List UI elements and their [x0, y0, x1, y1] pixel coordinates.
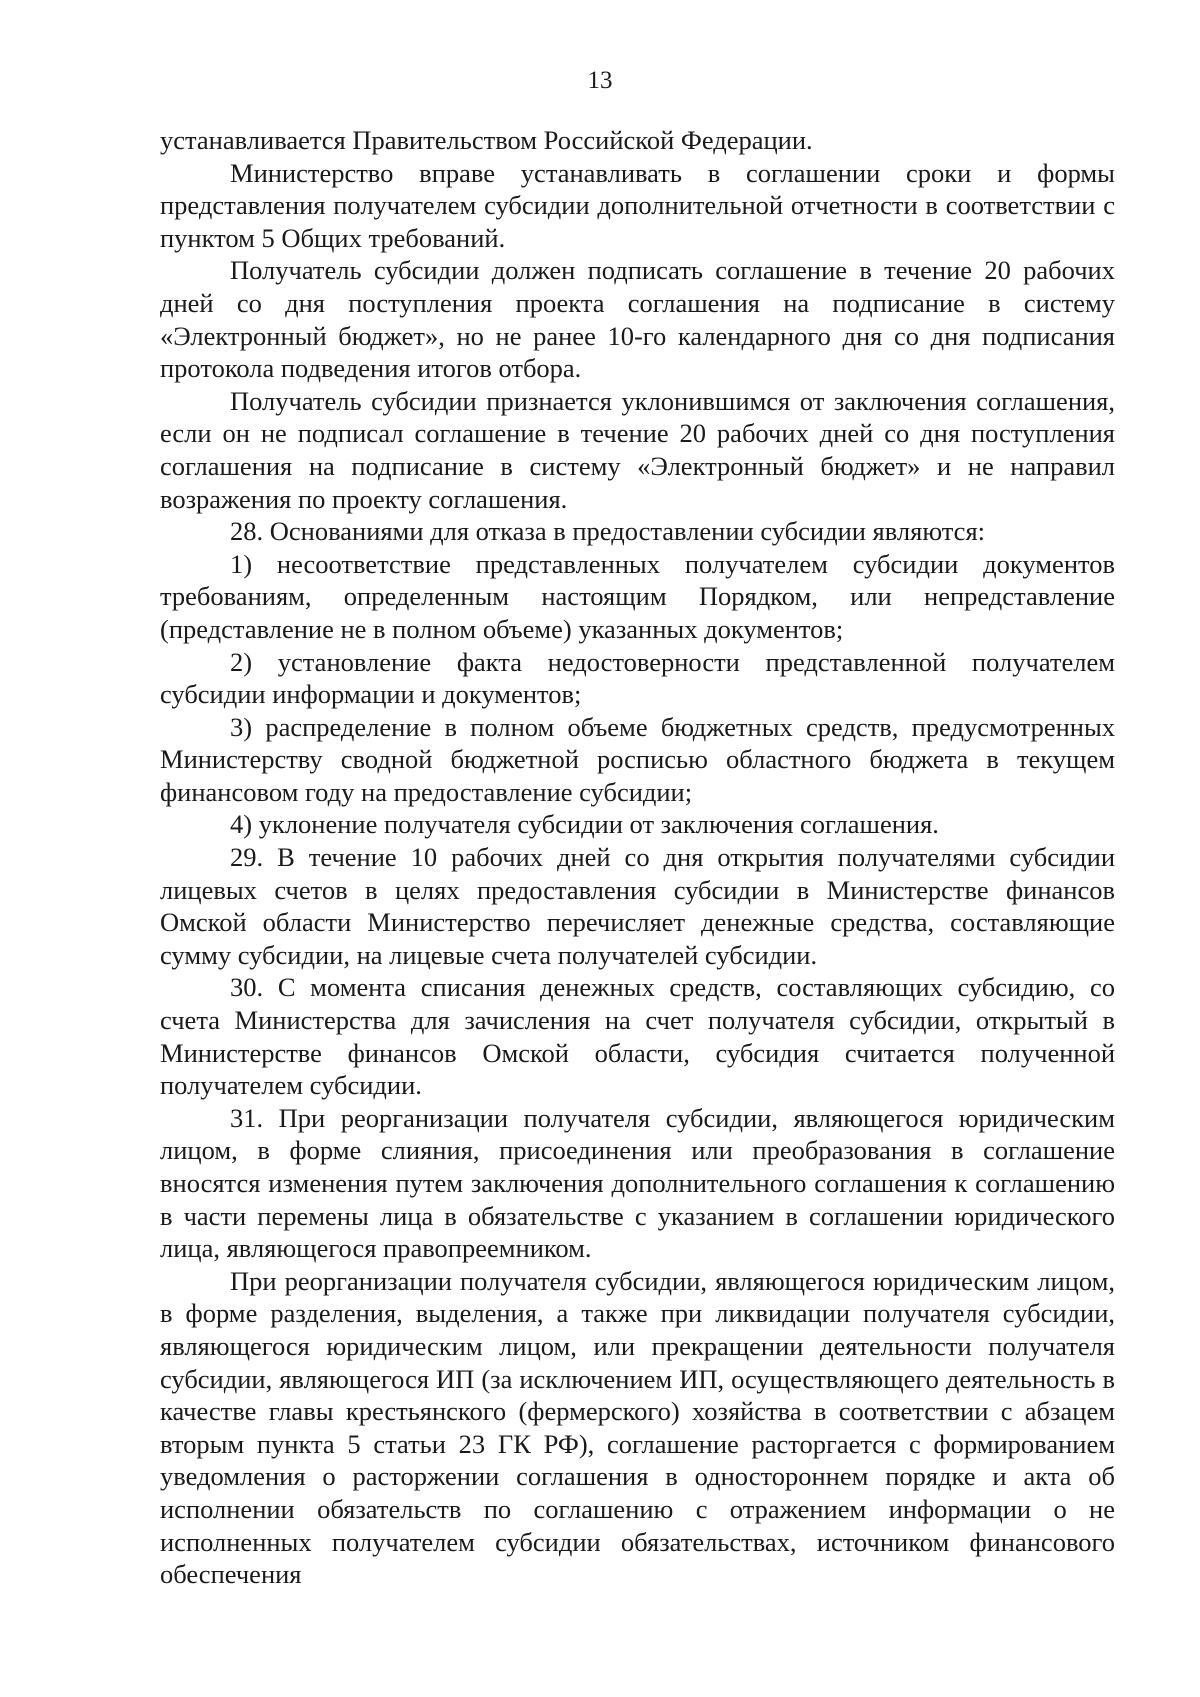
paragraph-29: 29. В течение 10 рабочих дней со дня открытия получателями субсидии лицевых счетов в целях предоставления субсидии в Министерстве финансов Омской области Министерство перечисляет денежные средства, составляющие сумму субсидии, на лицевые счета получателей субсидии. — [160, 842, 1115, 970]
paragraph-31: 31. При реорганизации получателя субсидии, являющегося юридическим лицом, в форме слияния, присоединения или преобразования в соглашение вносятся изменения путем заключения дополнительного соглашения к соглашению в части перемены лица в обязательстве с указанием в соглашении юридического лица, являющегося правопреемником. — [160, 1102, 1115, 1264]
paragraph-30: 30. С момента списания денежных средств, составляющих субсидию, со счета Министерства для зачисления на счет получателя субсидии, открытый в Министерстве финансов Омской области, субсидия считается полученной получателем субсидии. — [160, 972, 1115, 1101]
page-number: 13 — [587, 67, 613, 94]
document-body — [160, 124, 1115, 1591]
paragraph-28-item-1: 1) несоответствие представленных получателем субсидии документов требованиям, определенным настоящим Порядком, или непредставление (представление не в полном объеме) указанных документов; — [160, 548, 1115, 644]
paragraph-28-item-3: 3) распределение в полном объеме бюджетных средств, предусмотренных Министерству сводной бюджетной росписью областного бюджета в текущем финансовом году на предоставление субсидии; — [160, 711, 1115, 807]
paragraph-28-item-2: 2) установление факта недостоверности представленной получателем субсидии информации и документов; — [160, 646, 1115, 710]
paragraph-evasion: Получатель субсидии признается уклонившимся от заключения соглашения, если он не подписал соглашение в течение 20 рабочих дней со дня поступления соглашения на подписание в систему «Электронный бюджет» и не направил возражения по проекту соглашения. — [160, 385, 1115, 514]
paragraph-signing-deadline: Получатель субсидии должен подписать соглашение в течение 20 рабочих дней со дня поступления проекта соглашения на подписание в систему «Электронный бюджет», но не ранее 10-го календарного дня со дня подписания протокола подведения итогов отбора. — [160, 255, 1115, 384]
paragraph-continuation: устанавливается Правительством Российской Федерации. — [160, 125, 813, 155]
paragraph-28-item-4: 4) уклонение получателя субсидии от заключения соглашения. — [230, 809, 939, 840]
paragraph-additional-reporting: Министерство вправе устанавливать в соглашении сроки и формы представления получателем субсидии дополнительной отчетности в соответствии с пунктом 5 Общих требований. — [160, 157, 1115, 253]
paragraph-31-reorganization: При реорганизации получателя субсидии, являющегося юридическим лицом, в форме разделения, выделения, а также при ликвидации получателя субсидии, являющегося юридическим лицом, или прекращении деятельности получателя субсидии, являющегося ИП (за исключением ИП, осуществляющего деятельность в качестве главы крестьянского (фермерского) хозяйства в соответствии с абзацем вторым пункта 5 статьи 23 ГК РФ), соглашение расторгается с формированием уведомления о расторжении соглашения в одностороннем порядке и акта об исполнении обязательств по соглашению с отражением информации о не исполненных получателем субсидии обязательствах, источником финансового обеспечения — [160, 1265, 1115, 1590]
paragraph-28-heading: 28. Основаниями для отказа в предоставлении субсидии являются: — [230, 516, 985, 547]
